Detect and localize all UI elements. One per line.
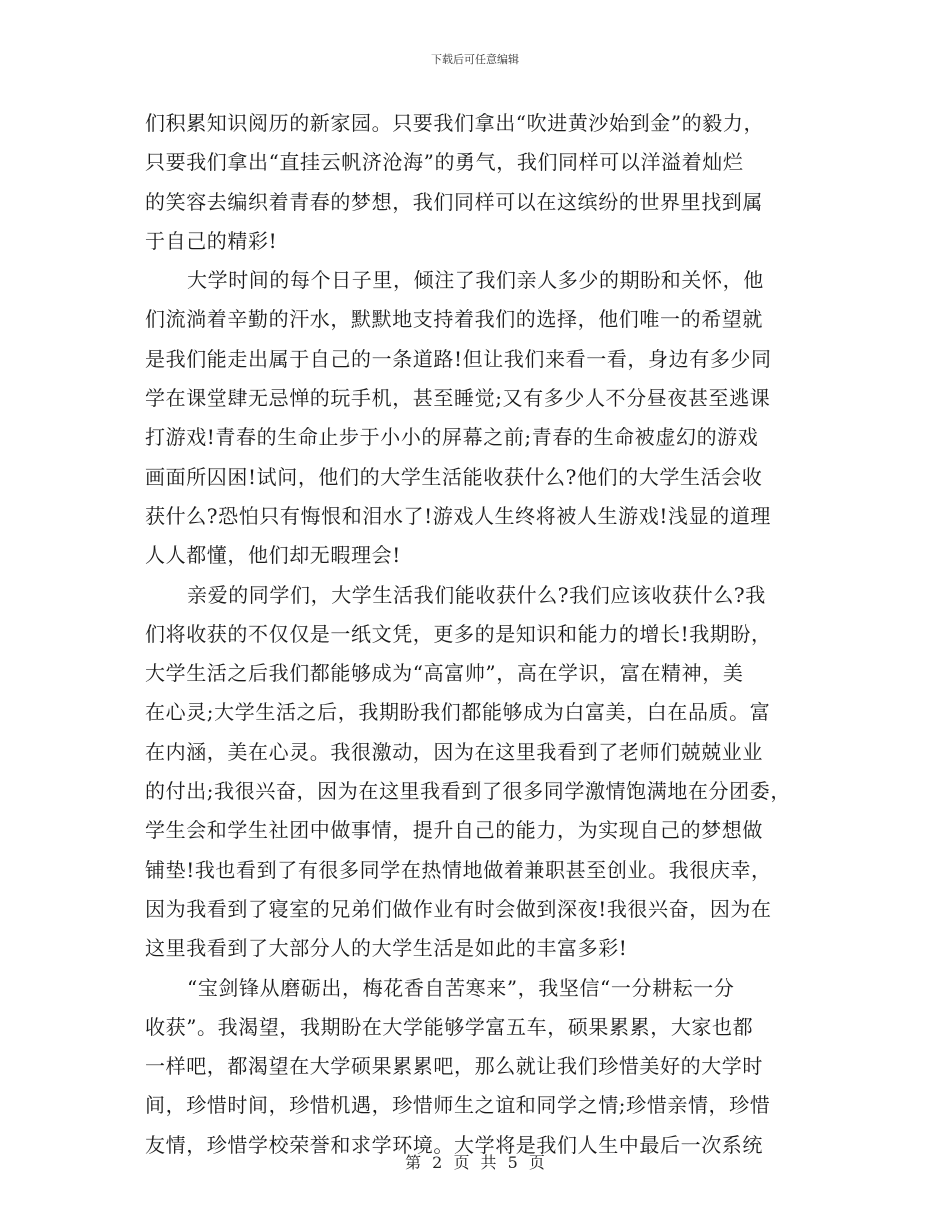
page-header: 下载后可任意编辑 xyxy=(431,53,519,66)
text-line: 这里我看到了大部分人的大学生活是如此的丰富多彩! xyxy=(145,936,628,961)
text-line: 们积累知识阅历的新家园。只要我们拿出“吹进黄沙始到金”的毅力， xyxy=(145,111,765,135)
text-line: 大学时间的每个日子里，倾注了我们亲人多少的期盼和关怀，他 xyxy=(187,268,764,293)
text-line: 一样吧，都渴望在大学硕果累累吧，那么就让我们珍惜美好的大学时 xyxy=(145,1054,763,1079)
text-line: 在心灵;大学生活之后，我期盼我们都能够成为白富美，白在品质。富 xyxy=(145,700,771,725)
page-footer: 第 2 页 共 5 页 xyxy=(405,1153,545,1172)
text-line: 大学生活之后我们都能够成为“高富帅”，高在学识，富在精神，美 xyxy=(145,661,744,686)
text-line: 亲爱的同学们，大学生活我们能收获什么?我们应该收获什么?我 xyxy=(187,582,766,607)
text-line: 铺垫!我也看到了有很多同学在热情地做着兼职甚至创业。我很庆幸， xyxy=(145,857,772,882)
text-line: 是我们能走出属于自己的一条道路!但让我们来看一看，身边有多少同 xyxy=(145,346,772,371)
text-line: 间，珍惜时间，珍惜机遇，珍惜师生之谊和同学之情;珍惜亲情，珍惜 xyxy=(145,1093,771,1118)
text-line: 画面所囚困!试问，他们的大学生活能收获什么?他们的大学生活会收 xyxy=(145,464,763,489)
text-line: 学在课堂肆无忌惮的玩手机，甚至睡觉;又有多少人不分昼夜甚至逃课 xyxy=(145,386,771,411)
text-line: 友情，珍惜学校荣誉和求学环境。大学将是我们人生中最后一次系统 xyxy=(145,1132,763,1157)
text-line: 因为我看到了寝室的兄弟们做作业有时会做到深夜!我很兴奋，因为在 xyxy=(145,896,772,921)
text-line: 的付出;我很兴奋，因为在这里我看到了很多同学激情饱满地在分团委， xyxy=(145,779,791,804)
text-line: “宝剑锋从磨砺出，梅花香自苦寒来”，我坚信“一分耕耘一分 xyxy=(187,975,735,1000)
text-line: 学生会和学生社团中做事情，提升自己的能力，为实现自己的梦想做 xyxy=(145,818,763,843)
text-line: 获什么?恐怕只有悔恨和泪水了!游戏人生终将被人生游戏!浅显的道理 xyxy=(145,503,771,528)
text-line: 在内涵，美在心灵。我很激动，因为在这里我看到了老师们兢兢业业 xyxy=(145,739,763,764)
text-line: 打游戏!青春的生命止步于小小的屏幕之前;青春的生命被虚幻的游戏 xyxy=(145,425,759,450)
text-line: 人人都懂，他们却无暇理会! xyxy=(145,543,401,568)
document-body xyxy=(145,104,815,1165)
text-line: 们将收获的不仅仅是一纸文凭，更多的是知识和能力的增长!我期盼， xyxy=(145,621,772,646)
text-line: 的笑容去编织着青春的梦想，我们同样可以在这缤纷的世界里找到属 xyxy=(145,189,763,214)
text-line: 收获”。我渴望，我期盼在大学能够学富五车，硕果累累，大家也都 xyxy=(145,1014,754,1039)
text-line: 只要我们拿出“直挂云帆济沧海”的勇气，我们同样可以洋溢着灿烂 xyxy=(145,150,744,175)
text-line: 于自己的精彩! xyxy=(145,228,278,253)
text-line: 们流淌着辛勤的汗水，默默地支持着我们的选择，他们唯一的希望就 xyxy=(145,307,763,332)
